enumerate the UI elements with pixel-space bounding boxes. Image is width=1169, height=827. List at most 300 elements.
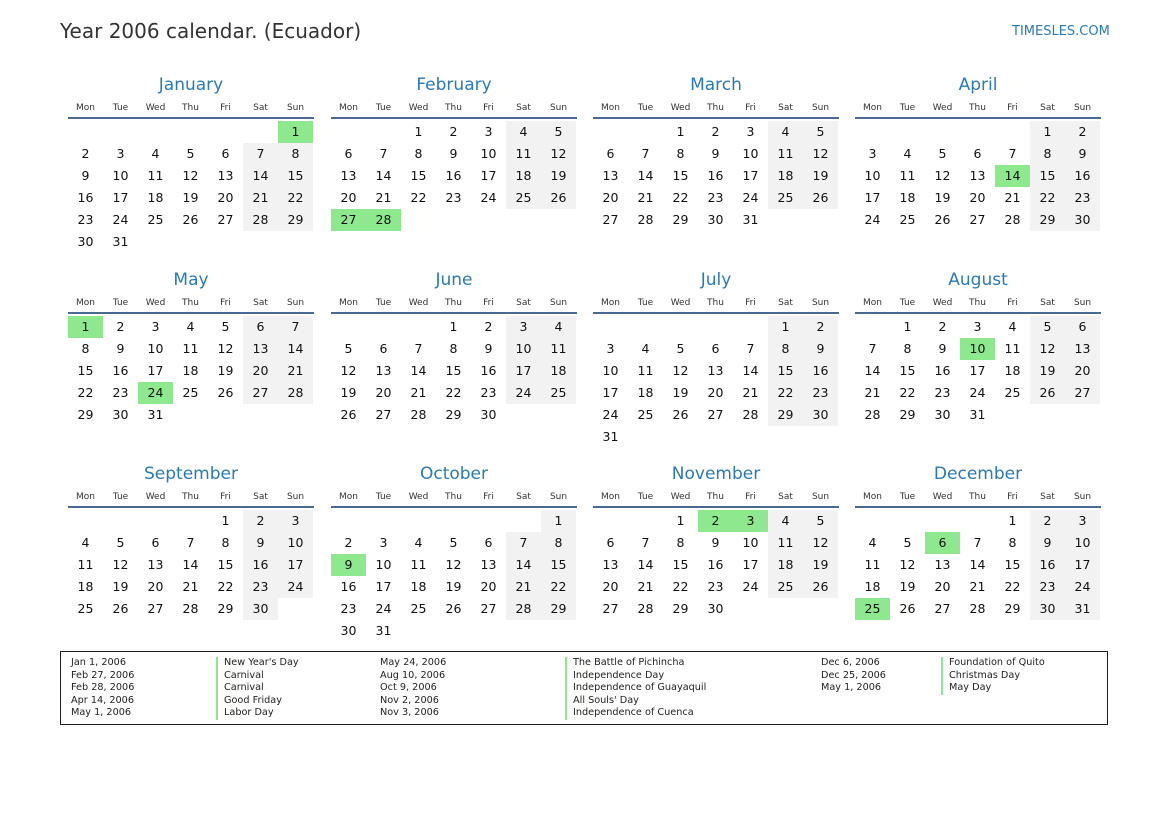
- day-cell: 30: [243, 598, 278, 620]
- header-rule: [593, 117, 839, 119]
- day-cell: 9: [449, 146, 458, 161]
- day-cell: 3: [506, 316, 541, 338]
- header-rule: [331, 117, 577, 119]
- day-cell: 23: [340, 601, 357, 616]
- day-cell: 24: [506, 382, 541, 404]
- day-cell: 11: [1004, 341, 1021, 356]
- day-cell: 20: [602, 190, 619, 205]
- day-cell: 2: [81, 146, 90, 161]
- day-cell: 4: [903, 146, 912, 161]
- day-cell: 14: [410, 363, 427, 378]
- day-cell: 28: [637, 601, 654, 616]
- weekday-header: Sat: [516, 298, 531, 308]
- day-cell: 26: [803, 187, 838, 209]
- day-cell: 26: [672, 407, 689, 422]
- header-rule: [593, 312, 839, 314]
- holiday-day-cell: 1: [68, 316, 103, 338]
- day-cell: 19: [803, 165, 838, 187]
- day-cell: 6: [379, 341, 388, 356]
- day-cell: 20: [1065, 360, 1100, 382]
- day-cell: 22: [278, 187, 313, 209]
- day-cell: 7: [868, 341, 877, 356]
- day-cell: 19: [445, 579, 462, 594]
- day-cell: 2: [449, 124, 458, 139]
- day-cell: 29: [1030, 209, 1065, 231]
- weekday-header: Wed: [145, 492, 166, 502]
- day-cell: 13: [217, 168, 234, 183]
- day-cell: 21: [864, 385, 881, 400]
- day-cell: 18: [637, 385, 654, 400]
- day-cell: 24: [602, 407, 619, 422]
- day-cell: 25: [768, 187, 803, 209]
- day-cell: 15: [672, 168, 689, 183]
- holiday-name: Labor Day: [216, 707, 299, 720]
- day-cell: 10: [602, 363, 619, 378]
- day-cell: 23: [480, 385, 497, 400]
- day-cell: 2: [116, 319, 125, 334]
- day-cell: 18: [864, 579, 881, 594]
- day-cell: 3: [606, 341, 615, 356]
- site-link[interactable]: TIMESLES.COM: [1012, 24, 1110, 39]
- day-cell: 15: [541, 554, 576, 576]
- month-name: December: [933, 464, 1023, 484]
- day-cell: 18: [1004, 363, 1021, 378]
- weekday-header: Mon: [601, 492, 620, 502]
- day-cell: 21: [969, 579, 986, 594]
- day-cell: 11: [768, 532, 803, 554]
- day-cell: 29: [672, 601, 689, 616]
- day-cell: 17: [147, 363, 164, 378]
- day-cell: 12: [340, 363, 357, 378]
- day-cell: 26: [1030, 382, 1065, 404]
- month-name: May: [173, 270, 209, 290]
- day-cell: 30: [77, 234, 94, 249]
- day-cell: 27: [147, 601, 164, 616]
- day-cell: 21: [637, 190, 654, 205]
- day-cell: 27: [375, 407, 392, 422]
- day-cell: 17: [1065, 554, 1100, 576]
- day-cell: 15: [278, 165, 313, 187]
- day-cell: 30: [934, 407, 951, 422]
- day-cell: 9: [116, 341, 125, 356]
- day-cell: 17: [375, 579, 392, 594]
- day-cell: 12: [672, 363, 689, 378]
- weekday-header: Mon: [863, 492, 882, 502]
- weekday-header: Mon: [863, 103, 882, 113]
- day-cell: 5: [1030, 316, 1065, 338]
- weekday-header: Sun: [549, 492, 568, 502]
- day-cell: 6: [151, 535, 160, 550]
- day-cell: 15: [1030, 165, 1065, 187]
- day-cell: 27: [217, 212, 234, 227]
- day-cell: 8: [1030, 143, 1065, 165]
- day-cell: 26: [803, 576, 838, 598]
- weekday-header: Sat: [516, 492, 531, 502]
- day-cell: 19: [217, 363, 234, 378]
- day-cell: 17: [602, 385, 619, 400]
- holiday-day-cell: 1: [278, 121, 313, 143]
- day-cell: 20: [707, 385, 724, 400]
- weekday-header: Wed: [408, 103, 429, 113]
- day-cell: 20: [340, 190, 357, 205]
- weekday-header: Sun: [286, 103, 305, 113]
- month-name: June: [435, 270, 473, 290]
- day-cell: 15: [1004, 557, 1021, 572]
- day-cell: 4: [151, 146, 160, 161]
- holiday-day-cell: 25: [855, 598, 890, 620]
- holiday-dates-column: [71, 657, 134, 720]
- day-cell: 5: [803, 510, 838, 532]
- day-cell: 3: [151, 319, 160, 334]
- holiday-day-cell: 2: [698, 510, 733, 532]
- header-rule: [855, 312, 1101, 314]
- day-cell: 29: [445, 407, 462, 422]
- weekday-header: Mon: [601, 298, 620, 308]
- weekday-header: Sat: [253, 103, 268, 113]
- weekday-header: Sun: [811, 492, 830, 502]
- day-cell: 25: [147, 212, 164, 227]
- header-rule: [331, 312, 577, 314]
- weekday-header: Thu: [969, 492, 986, 502]
- day-cell: 8: [1008, 535, 1017, 550]
- holiday-names-column: [941, 657, 1045, 695]
- weekday-header: Sat: [253, 298, 268, 308]
- day-cell: 21: [742, 385, 759, 400]
- day-cell: 5: [344, 341, 353, 356]
- day-cell: 25: [77, 601, 94, 616]
- day-cell: 19: [803, 554, 838, 576]
- weekday-header: Tue: [899, 103, 916, 113]
- day-cell: 3: [278, 510, 313, 532]
- day-cell: 10: [480, 146, 497, 161]
- holiday-name: Good Friday: [216, 695, 299, 708]
- day-cell: 6: [221, 146, 230, 161]
- day-cell: 5: [803, 121, 838, 143]
- day-cell: 12: [934, 168, 951, 183]
- day-cell: 12: [1030, 338, 1065, 360]
- day-cell: 22: [541, 576, 576, 598]
- day-cell: 25: [1004, 385, 1021, 400]
- day-cell: 10: [864, 168, 881, 183]
- weekday-header: Thu: [445, 103, 462, 113]
- day-cell: 13: [243, 338, 278, 360]
- day-cell: 17: [506, 360, 541, 382]
- day-cell: 30: [112, 407, 129, 422]
- holiday-date: Nov 2, 2006: [380, 694, 439, 706]
- weekday-header: Wed: [670, 298, 691, 308]
- day-cell: 16: [1065, 165, 1100, 187]
- day-cell: 11: [637, 363, 654, 378]
- day-cell: 13: [602, 168, 619, 183]
- day-cell: 19: [340, 385, 357, 400]
- day-cell: 24: [969, 385, 986, 400]
- day-cell: 30: [707, 212, 724, 227]
- day-cell: 8: [414, 146, 423, 161]
- day-cell: 20: [480, 579, 497, 594]
- day-cell: 2: [803, 316, 838, 338]
- header-rule: [855, 506, 1101, 508]
- day-cell: 9: [1030, 532, 1065, 554]
- holiday-dates-column: [821, 657, 886, 695]
- day-cell: 14: [637, 168, 654, 183]
- day-cell: 30: [803, 404, 838, 426]
- day-cell: 30: [1065, 209, 1100, 231]
- day-cell: 23: [1065, 187, 1100, 209]
- holiday-name: Carnival: [216, 670, 299, 683]
- day-cell: 1: [903, 319, 912, 334]
- weekday-header: Sun: [811, 298, 830, 308]
- weekday-header: Thu: [182, 298, 199, 308]
- day-cell: 16: [77, 190, 94, 205]
- day-cell: 23: [243, 576, 278, 598]
- holiday-name: Foundation of Quito: [941, 657, 1045, 670]
- day-cell: 4: [506, 121, 541, 143]
- day-cell: 15: [77, 363, 94, 378]
- weekday-header: Fri: [1007, 492, 1018, 502]
- day-cell: 14: [969, 557, 986, 572]
- day-cell: 28: [637, 212, 654, 227]
- weekday-header: Tue: [375, 298, 392, 308]
- day-cell: 10: [147, 341, 164, 356]
- day-cell: 3: [973, 319, 982, 334]
- day-cell: 1: [449, 319, 458, 334]
- day-cell: 1: [414, 124, 423, 139]
- holiday-date: Dec 6, 2006: [821, 657, 880, 668]
- holiday-name: Carnival: [216, 682, 299, 695]
- day-cell: 19: [1030, 360, 1065, 382]
- day-cell: 10: [375, 557, 392, 572]
- day-cell: 28: [278, 382, 313, 404]
- day-cell: 21: [375, 190, 392, 205]
- day-cell: 22: [672, 190, 689, 205]
- weekday-header: Fri: [1007, 298, 1018, 308]
- day-cell: 21: [182, 579, 199, 594]
- day-cell: 8: [278, 143, 313, 165]
- holiday-day-cell: 9: [331, 554, 366, 576]
- weekday-header: Fri: [483, 298, 494, 308]
- day-cell: 6: [606, 146, 615, 161]
- day-cell: 5: [449, 535, 458, 550]
- day-cell: 21: [243, 187, 278, 209]
- day-cell: 9: [803, 338, 838, 360]
- page-title: Year 2006 calendar. (Ecuador): [60, 19, 362, 43]
- holiday-name: All Souls' Day: [565, 695, 706, 708]
- day-cell: 6: [484, 535, 493, 550]
- day-cell: 23: [445, 190, 462, 205]
- day-cell: 13: [340, 168, 357, 183]
- day-cell: 30: [480, 407, 497, 422]
- weekday-header: Wed: [408, 492, 429, 502]
- day-cell: 22: [1004, 579, 1021, 594]
- day-cell: 17: [742, 168, 759, 183]
- day-cell: 13: [1065, 338, 1100, 360]
- day-cell: 9: [938, 341, 947, 356]
- weekday-header: Tue: [637, 103, 654, 113]
- day-cell: 9: [484, 341, 493, 356]
- day-cell: 10: [112, 168, 129, 183]
- day-cell: 4: [186, 319, 195, 334]
- weekday-header: Tue: [637, 492, 654, 502]
- day-cell: 17: [969, 363, 986, 378]
- day-cell: 2: [1030, 510, 1065, 532]
- day-cell: 13: [934, 557, 951, 572]
- day-cell: 18: [506, 165, 541, 187]
- day-cell: 5: [221, 319, 230, 334]
- weekday-header: Sat: [778, 492, 793, 502]
- weekday-header: Sun: [286, 298, 305, 308]
- weekday-header: Wed: [408, 298, 429, 308]
- holiday-date: May 1, 2006: [821, 682, 882, 694]
- weekday-header: Wed: [670, 103, 691, 113]
- holiday-date: Jan 1, 2006: [71, 657, 126, 668]
- header-rule: [68, 312, 314, 314]
- day-cell: 10: [506, 338, 541, 360]
- day-cell: 3: [868, 146, 877, 161]
- day-cell: 27: [707, 407, 724, 422]
- day-cell: 31: [147, 407, 164, 422]
- day-cell: 20: [217, 190, 234, 205]
- month-name: October: [419, 464, 489, 484]
- month-name: April: [958, 75, 998, 95]
- day-cell: 13: [375, 363, 392, 378]
- holiday-name: New Year's Day: [216, 657, 299, 670]
- day-cell: 5: [116, 535, 125, 550]
- day-cell: 6: [973, 146, 982, 161]
- day-cell: 29: [217, 601, 234, 616]
- weekday-header: Fri: [220, 103, 231, 113]
- holiday-day-cell: 3: [733, 510, 768, 532]
- day-cell: 27: [1065, 382, 1100, 404]
- day-cell: 18: [410, 579, 427, 594]
- day-cell: 16: [803, 360, 838, 382]
- day-cell: 6: [1065, 316, 1100, 338]
- month-name: January: [158, 75, 224, 95]
- weekday-header: Wed: [932, 103, 953, 113]
- day-cell: 26: [112, 601, 129, 616]
- day-cell: 7: [641, 146, 650, 161]
- month-name: July: [700, 270, 732, 290]
- weekday-header: Wed: [145, 103, 166, 113]
- holiday-day-cell: 24: [138, 382, 173, 404]
- day-cell: 9: [711, 146, 720, 161]
- day-cell: 6: [711, 341, 720, 356]
- weekday-header: Wed: [932, 298, 953, 308]
- holiday-name: Independence of Guayaquil: [565, 682, 706, 695]
- day-cell: 5: [938, 146, 947, 161]
- holiday-day-cell: 14: [995, 165, 1030, 187]
- day-cell: 13: [147, 557, 164, 572]
- day-cell: 18: [899, 190, 916, 205]
- day-cell: 31: [1065, 598, 1100, 620]
- day-cell: 11: [506, 143, 541, 165]
- day-cell: 7: [973, 535, 982, 550]
- day-cell: 12: [899, 557, 916, 572]
- day-cell: 20: [243, 360, 278, 382]
- day-cell: 26: [899, 601, 916, 616]
- weekday-header: Sun: [1073, 298, 1092, 308]
- day-cell: 17: [112, 190, 129, 205]
- month-name: March: [690, 75, 742, 95]
- weekday-header: Tue: [112, 103, 129, 113]
- day-cell: 23: [934, 385, 951, 400]
- day-cell: 29: [541, 598, 576, 620]
- weekday-header: Sat: [1040, 103, 1055, 113]
- weekday-header: Sat: [1040, 298, 1055, 308]
- day-cell: 15: [672, 557, 689, 572]
- day-cell: 15: [410, 168, 427, 183]
- day-cell: 9: [711, 535, 720, 550]
- holiday-legend: [60, 651, 1108, 725]
- day-cell: 27: [602, 601, 619, 616]
- day-cell: 21: [1004, 190, 1021, 205]
- day-cell: 31: [969, 407, 986, 422]
- day-cell: 9: [243, 532, 278, 554]
- day-cell: 24: [864, 212, 881, 227]
- day-cell: 7: [278, 316, 313, 338]
- day-cell: 16: [1030, 554, 1065, 576]
- day-cell: 6: [344, 146, 353, 161]
- day-cell: 22: [1030, 187, 1065, 209]
- month-name: September: [144, 464, 238, 484]
- holiday-dates-column: [380, 657, 446, 720]
- day-cell: 15: [445, 363, 462, 378]
- day-cell: 19: [541, 165, 576, 187]
- day-cell: 8: [541, 532, 576, 554]
- day-cell: 21: [637, 579, 654, 594]
- day-cell: 12: [541, 143, 576, 165]
- weekday-header: Tue: [112, 492, 129, 502]
- day-cell: 12: [445, 557, 462, 572]
- day-cell: 8: [221, 535, 230, 550]
- weekday-header: Thu: [707, 298, 724, 308]
- day-cell: 26: [934, 212, 951, 227]
- day-cell: 31: [112, 234, 129, 249]
- day-cell: 25: [182, 385, 199, 400]
- weekday-header: Fri: [1007, 103, 1018, 113]
- holiday-names-column: [216, 657, 299, 720]
- day-cell: 16: [480, 363, 497, 378]
- day-cell: 14: [742, 363, 759, 378]
- day-cell: 22: [768, 382, 803, 404]
- day-cell: 28: [1004, 212, 1021, 227]
- day-cell: 29: [77, 407, 94, 422]
- day-cell: 29: [672, 212, 689, 227]
- weekday-header: Sun: [1073, 103, 1092, 113]
- day-cell: 24: [1065, 576, 1100, 598]
- weekday-header: Mon: [76, 298, 95, 308]
- day-cell: 3: [1065, 510, 1100, 532]
- day-cell: 4: [1008, 319, 1017, 334]
- weekday-header: Mon: [601, 103, 620, 113]
- weekday-header: Mon: [339, 298, 358, 308]
- weekday-header: Wed: [932, 492, 953, 502]
- day-cell: 4: [414, 535, 423, 550]
- day-cell: 25: [637, 407, 654, 422]
- day-cell: 2: [344, 535, 353, 550]
- day-cell: 16: [445, 168, 462, 183]
- day-cell: 14: [864, 363, 881, 378]
- day-cell: 9: [81, 168, 90, 183]
- day-cell: 11: [899, 168, 916, 183]
- day-cell: 29: [768, 404, 803, 426]
- day-cell: 18: [541, 360, 576, 382]
- weekday-header: Mon: [339, 492, 358, 502]
- day-cell: 19: [934, 190, 951, 205]
- day-cell: 3: [484, 124, 493, 139]
- weekday-header: Thu: [182, 492, 199, 502]
- weekday-header: Tue: [899, 492, 916, 502]
- holiday-date: Dec 25, 2006: [821, 669, 886, 681]
